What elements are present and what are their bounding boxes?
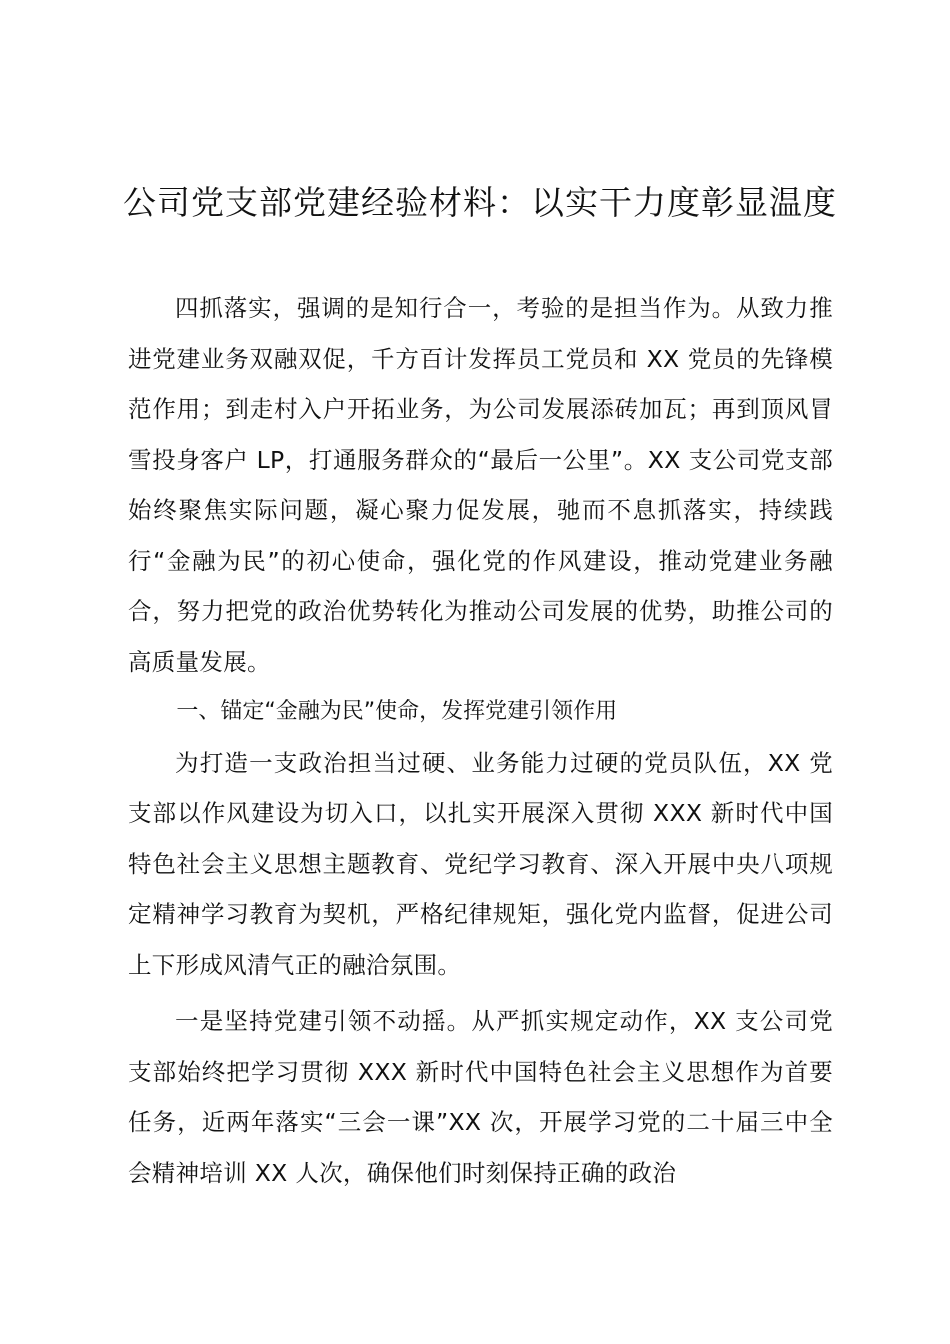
document-title: 公司党支部党建经验材料：以实干力度彰显温度 [123,183,837,222]
document-body [128,283,833,1198]
intro-paragraph: 四抓落实，强调的是知行合一，考验的是担当作为。从致力推进党建业务双融双促，千方百计发挥员工党员和 XX 党员的先锋模范作用；到走村入户开拓业务，为公司发展添砖加瓦；再到顶风冒雪投身客户 LP，打通服务群众的“最后一公里”。XX 支公司党支部始终聚焦实际问题，凝心聚力促发展，驰而不息抓落实，持续践行“金融为民”的初心使命，强化党的作风建设，推动党建业务融合，努力把党的政治优势转化为推动公司发展的优势，助推公司的高质量发展。 [128,294,833,676]
section-paragraph-1: 为打造一支政治担当过硬、业务能力过硬的党员队伍，XX 党支部以作风建设为切入口，以扎实开展深入贯彻 XXX 新时代中国特色社会主义思想主题教育、党纪学习教育、深入开展中央八项规定精神学习教育为契机，严格纪律规矩，强化党内监督，促进公司上下形成风清气正的融洽氛围。 [128,748,833,979]
section-heading: 一、锚定“金融为民”使命，发挥党建引领作用 [176,699,618,724]
section-paragraph-2: 一是坚持党建引领不动摇。从严抓实规定动作，XX 支公司党支部始终把学习贯彻 XXX 新时代中国特色社会主义思想作为首要任务，近两年落实“三会一课”XX 次，开展学习党的二十届三中全会精神培训 XX 人次，确保他们时刻保持正确的政治 [128,1007,833,1187]
